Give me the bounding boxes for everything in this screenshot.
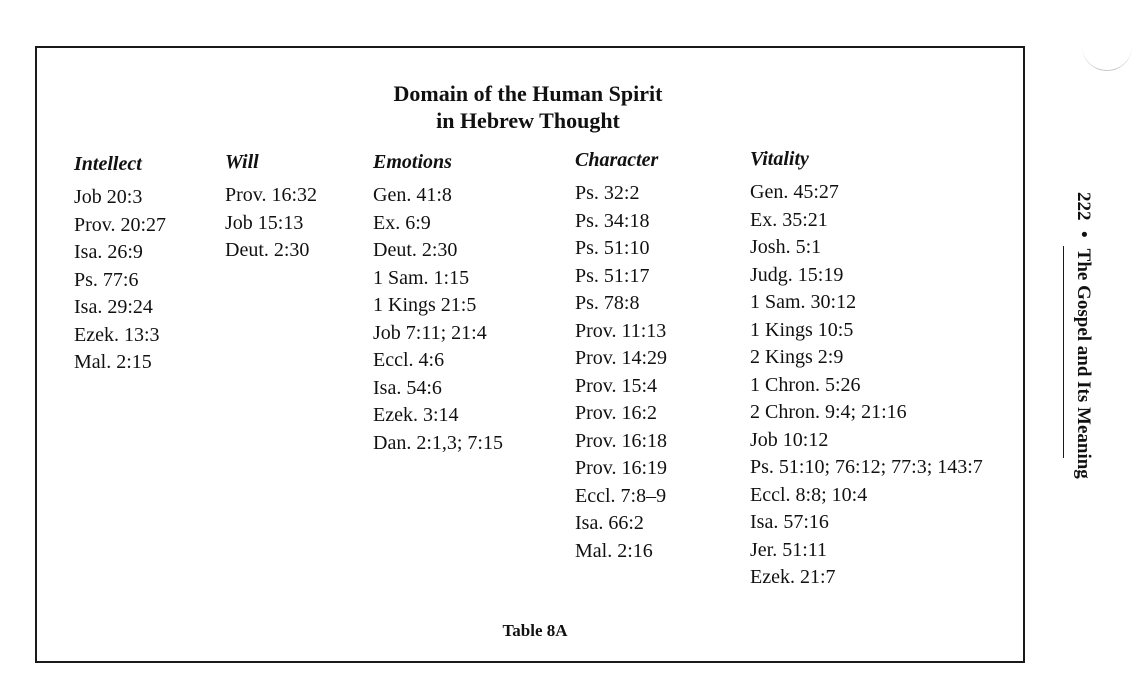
reference-item: Ps. 77:6 (74, 268, 139, 291)
page-curl-mark (1082, 30, 1132, 71)
reference-item: Dan. 2:1,3; 7:15 (373, 431, 503, 454)
reference-item: Prov. 16:18 (575, 429, 668, 452)
table-title-line-1: Domain of the Human Spirit (393, 81, 663, 106)
reference-item: 1 Sam. 30:12 (750, 291, 857, 313)
reference-item: Isa. 54:6 (373, 376, 442, 399)
reference-item: 2 Chron. 9:4; 21:16 (750, 401, 907, 423)
column-vitality (750, 147, 983, 592)
reference-item: Ex. 6:9 (373, 211, 431, 234)
reference-item: Isa. 26:9 (74, 241, 143, 263)
table-title-line-2: in Hebrew Thought (436, 108, 620, 133)
reference-item: 1 Kings 10:5 (750, 318, 854, 341)
reference-item: Eccl. 7:8–9 (575, 484, 667, 507)
table-caption: Table 8A (502, 621, 568, 640)
page-number: 222 (1073, 192, 1094, 221)
reference-item: Ps. 78:8 (575, 292, 640, 314)
reference-item: Ps. 51:10 (575, 237, 650, 259)
column-header-character: Character (575, 149, 659, 171)
reference-list-emotions (373, 182, 503, 457)
reference-item: Gen. 41:8 (373, 184, 452, 206)
reference-item: Job 7:11; 21:4 (373, 321, 487, 344)
reference-item: Prov. 14:29 (575, 347, 668, 369)
reference-item: Ex. 35:21 (750, 208, 828, 231)
reference-item: Judg. 15:19 (750, 263, 844, 286)
reference-item: Deut. 2:30 (225, 239, 310, 261)
column-emotions (373, 150, 503, 457)
reference-item: Mal. 2:15 (74, 351, 152, 373)
reference-item: 1 Kings 21:5 (373, 294, 477, 316)
reference-item: Ps. 34:18 (575, 209, 650, 232)
reference-item: Job 15:13 (225, 211, 304, 234)
reference-list-will (225, 182, 317, 265)
reference-item: Ps. 32:2 (575, 182, 640, 204)
reference-list-intellect (74, 184, 166, 377)
reference-item: Prov. 15:4 (575, 374, 658, 397)
column-header-vitality: Vitality (750, 148, 809, 170)
column-header-intellect: Intellect (74, 153, 142, 175)
reference-item: Eccl. 4:6 (373, 349, 445, 371)
reference-item: Job 20:3 (74, 186, 143, 208)
reference-item: Prov. 16:32 (225, 184, 318, 206)
reference-item: Eccl. 8:8; 10:4 (750, 483, 868, 506)
reference-item: Deut. 2:30 (373, 239, 458, 261)
reference-item: Mal. 2:16 (575, 539, 653, 562)
table-title (300, 80, 756, 134)
reference-item: Josh. 5:1 (750, 236, 822, 258)
reference-list-character (575, 180, 667, 565)
reference-item: Isa. 57:16 (750, 511, 829, 533)
reference-item: Prov. 20:27 (74, 213, 167, 236)
book-title: The Gospel and Its Meaning (1073, 248, 1094, 479)
reference-item: Gen. 45:27 (750, 181, 839, 203)
column-header-will: Will (225, 151, 259, 173)
bullet-separator: • (1073, 231, 1094, 238)
reference-item: Prov. 11:13 (575, 319, 667, 342)
column-character (575, 148, 667, 565)
column-intellect (74, 152, 166, 377)
reference-item: Ezek. 21:7 (750, 566, 836, 588)
reference-item: Ps. 51:17 (575, 264, 650, 287)
column-header-emotions: Emotions (373, 151, 452, 173)
reference-item: Prov. 16:19 (575, 457, 668, 479)
column-will (225, 150, 317, 265)
reference-item: Ezek. 13:3 (74, 323, 160, 346)
reference-list-vitality (750, 179, 983, 592)
reference-item: Ps. 51:10; 76:12; 77:3; 143:7 (750, 456, 983, 478)
reference-item: Jer. 51:11 (750, 538, 828, 561)
reference-item: Ezek. 3:14 (373, 404, 459, 426)
running-head (1068, 192, 1098, 512)
reference-item: Isa. 66:2 (575, 512, 644, 534)
reference-item: 2 Kings 2:9 (750, 346, 844, 368)
reference-item: 1 Sam. 1:15 (373, 266, 470, 289)
reference-item: Isa. 29:24 (74, 296, 153, 318)
running-head-rule (1063, 246, 1064, 458)
reference-item: Prov. 16:2 (575, 402, 658, 424)
reference-item: 1 Chron. 5:26 (750, 373, 861, 396)
reference-item: Job 10:12 (750, 428, 829, 451)
